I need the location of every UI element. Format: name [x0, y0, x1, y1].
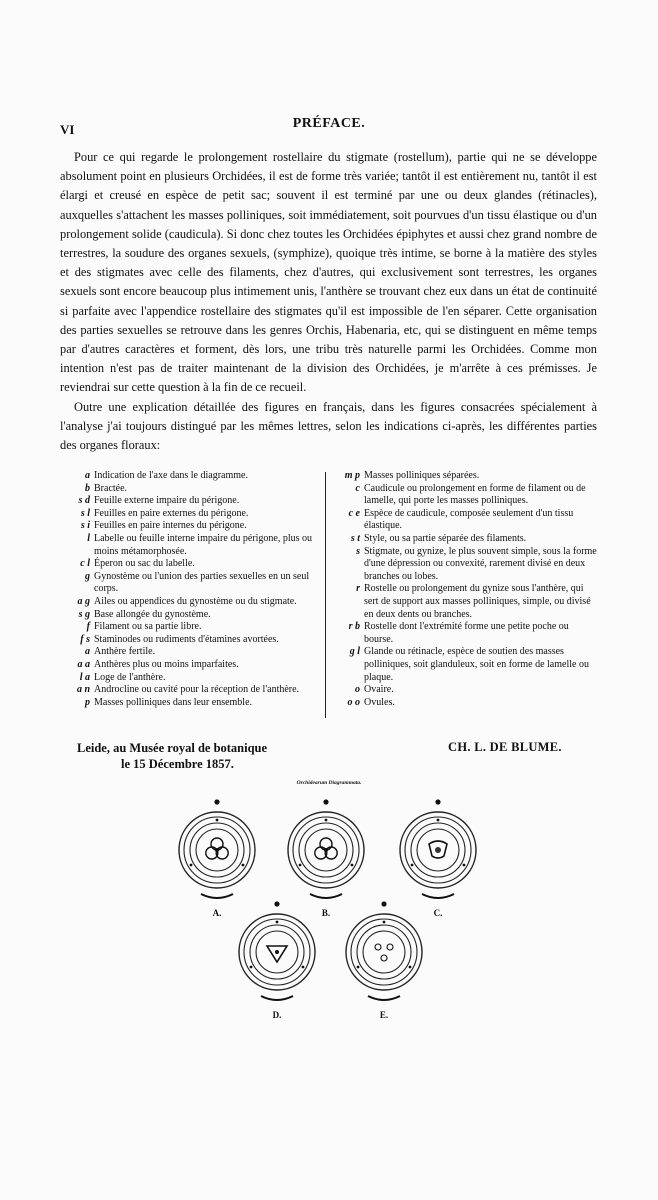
- legend-key: a: [85, 646, 90, 658]
- legend-entry: [330, 470, 598, 483]
- legend-entry: [330, 583, 598, 621]
- ring-mark: [357, 966, 360, 969]
- legend-key: g: [85, 570, 90, 582]
- ovule: [375, 944, 381, 950]
- legend-text: Bractée.: [94, 482, 128, 494]
- legend-key: o: [355, 684, 360, 696]
- legend-text: Base allongée du gynostème.: [94, 608, 211, 620]
- legend-key: s g: [78, 608, 90, 620]
- legend-key: l: [87, 532, 90, 544]
- legend-key: s t: [350, 532, 360, 544]
- diagram-label: A.: [212, 908, 222, 918]
- legend-key: a: [85, 470, 90, 481]
- diagram-label: C.: [433, 908, 443, 918]
- ring-mark: [242, 864, 245, 867]
- legend-key: r b: [348, 621, 360, 633]
- ovule: [387, 944, 393, 950]
- whorl-ring: [357, 925, 411, 979]
- legend-text: Masses polliniques dans leur ensemble.: [94, 696, 253, 708]
- legend-entry: [60, 646, 318, 659]
- ring-mark: [250, 966, 253, 969]
- legend-entry: [60, 533, 318, 558]
- legend-entry: [60, 571, 318, 596]
- legend-entry: [60, 470, 318, 483]
- paragraph: Outre une explication détaillée des figures en français, dans les figures consacrées spécialement à l'analyse j'ai toujours distingué par les mêmes lettres, selon les indications ci-après, les différentes parties des organes floraux:: [60, 399, 597, 453]
- diagram-label: B.: [321, 908, 331, 918]
- legend-text: Espèce de caudicule, composée seulement d'un tissu élastique.: [364, 507, 574, 532]
- page-title: PRÉFACE.: [292, 116, 366, 131]
- paragraph: Pour ce qui regarde le prolongement rostellaire du stigmate (rostellum), partie qui ne se développe absolument point en plusieurs Orchidées, il est de forme très variée; tantôt il est entièrement nu, tantôt il est élargi et creusé en espèce de petit sac; souvent il est terminé par une ou deux glandes (rétinacles), auxquelles s'attachent les masses polliniques, soit immédiatement, soit pourvues d'un tissu élastique ou d'un prolongement solide (caudicula). Si donc chez toutes les Orchidées épiphytes et aussi chez grand nombre de terrestres, la soudure des organes sexuels, (symphize), quoique très intime, se borne à la matière des styles et des stigmates avec celle des filaments, chez d'autres, qui exclusivement sont terrestres, les organes sexuels sont encore beaucoup plus intimement unis, l'anthère se trouvant chez eux dans un état de continuité si parfaite avec l'appendice rostellaire des stigmates qu'il est impossible de l'en séparer. Cette organisation des parties sexuelles se retrouve dans les genres Orchis, Habenaria, etc, qui se distinguent en même temps par d'autres caractères et forment, dès lors, une tribu très naturelle parmi les Orchidées. Comme mon intention n'est pas de traiter maintenant de la division des Orchidées, je m'arrête à ces prémisses. Je reviendrai sur cette question à la fin de ce recueil.: [60, 150, 597, 395]
- legend-text: Masses polliniques séparées.: [364, 470, 480, 481]
- legend-entry: [60, 508, 318, 521]
- legend-text: Androcline ou cavité pour la réception de l'anthère.: [94, 684, 300, 696]
- legend-key: o o: [347, 696, 360, 708]
- bract-arc: [368, 996, 400, 1000]
- ring-mark: [463, 864, 466, 867]
- legend-entry: [330, 508, 598, 533]
- whorl-ring: [363, 931, 405, 973]
- legend-key: a g: [77, 595, 90, 607]
- axis-dot: [435, 799, 440, 804]
- ovary-center: [275, 950, 279, 954]
- legend-entry: [330, 533, 598, 546]
- legend-key: s i: [80, 520, 90, 532]
- legend-key: m p: [344, 470, 360, 481]
- legend-entry: [60, 495, 318, 508]
- legend-entry: [60, 558, 318, 571]
- ovule: [381, 955, 387, 961]
- legend-key: g l: [349, 646, 360, 658]
- ovary-center: [324, 848, 328, 852]
- legend-column-right: [330, 470, 598, 709]
- legend-entry: [60, 520, 318, 533]
- legend-key: s: [356, 545, 360, 557]
- signature-place: Leide, au Musée royal de botanique: [77, 741, 268, 755]
- legend-text: Labelle ou feuille interne impaire du périgone, plus ou moins métamorphosée.: [94, 532, 312, 557]
- column-divider: [325, 472, 326, 718]
- legend-text: Feuille externe impaire du périgone.: [94, 495, 240, 507]
- legend-entry: [330, 684, 598, 697]
- diagram-d: [239, 901, 315, 1020]
- legend-entry: [60, 609, 318, 622]
- legend-entry: [60, 697, 318, 710]
- ring-mark: [302, 966, 305, 969]
- ring-mark: [216, 819, 219, 822]
- signature-date: le 15 Décembre 1857.: [121, 757, 234, 771]
- legend-key: s d: [78, 495, 90, 507]
- legend-text: Rostelle ou prolongement du gynize sous l'anthère, qui sert de support aux masses polliniques, simple, ou divisé en deux dents ou branches.: [364, 583, 591, 620]
- legend-text: Ovules.: [364, 696, 395, 708]
- ovary-center: [215, 848, 219, 852]
- legend-text: Caudicule ou prolongement en forme de filament ou de lamelle, qui porte les masses polliniques.: [364, 482, 586, 507]
- whorl-ring: [351, 919, 417, 985]
- legend-entry: [60, 621, 318, 634]
- legend-text: Glande ou rétinacle, espèce de soutien des masses polliniques, soit glanduleux, soit en forme de lamelle ou plaque.: [364, 646, 589, 683]
- ring-mark: [190, 864, 193, 867]
- axis-dot: [274, 901, 279, 906]
- legend-key: s l: [80, 507, 90, 519]
- legend-text: Rostelle dont l'extrémité forme une petite poche ou bourse.: [364, 621, 569, 645]
- diagram-a: [179, 799, 255, 918]
- diagram-b: [288, 799, 364, 918]
- legend-text: Feuilles en paire internes du périgone.: [94, 520, 247, 532]
- legend-key: a n: [76, 684, 90, 696]
- legend-text: Éperon ou sac du labelle.: [94, 558, 195, 570]
- legend-key: c e: [348, 507, 360, 519]
- legend-entry: [330, 621, 598, 646]
- legend-key: f: [86, 621, 90, 633]
- legend-entry: [330, 546, 598, 584]
- bract-arc: [201, 894, 233, 898]
- legend-key: p: [85, 696, 90, 708]
- legend-entry: [60, 596, 318, 609]
- legend-text: Staminodes ou rudiments d'étamines avortées.: [94, 633, 279, 645]
- ring-mark: [411, 864, 414, 867]
- page-number: VI: [60, 122, 75, 137]
- legend-key: a a: [77, 658, 90, 670]
- legend-entry: [330, 697, 598, 710]
- legend-text: Ovaire.: [364, 684, 394, 696]
- bract-arc: [261, 996, 293, 1000]
- legend-text: Stigmate, ou gynize, le plus souvent simple, sous la forme d'une dépression ou convexité, rarement divisé en deux branches ou lobes.: [364, 545, 597, 582]
- legend-entry: [60, 684, 318, 697]
- legend-text: Ailes ou appendices du gynostème ou du stigmate.: [94, 595, 297, 607]
- legend-column-left: [60, 470, 318, 709]
- signature-place-date: [77, 740, 267, 772]
- ring-mark: [276, 921, 279, 924]
- legend-text: Filament ou sa partie libre.: [94, 621, 202, 633]
- diagram-label: E.: [379, 1010, 389, 1020]
- bract-arc: [310, 894, 342, 898]
- legend-text: Style, ou sa partie séparée des filaments.: [364, 532, 527, 544]
- diagram-title: Orchidearum Diagrammata.: [296, 780, 362, 786]
- legend-key: b: [85, 482, 90, 494]
- body-text: [60, 148, 597, 455]
- ring-mark: [325, 819, 328, 822]
- axis-dot: [381, 901, 386, 906]
- legend-key: c: [355, 482, 360, 494]
- legend-text: Indication de l'axe dans le diagramme.: [94, 470, 248, 481]
- axis-dot: [214, 799, 219, 804]
- legend-entry: [330, 646, 598, 684]
- legend-entry: [330, 483, 598, 508]
- legend-entry: [60, 483, 318, 496]
- bract-arc: [422, 894, 454, 898]
- ring-mark: [351, 864, 354, 867]
- legend-text: Anthère fertile.: [94, 646, 156, 658]
- ring-mark: [409, 966, 412, 969]
- axis-dot: [323, 799, 328, 804]
- legend-text: Gynostème ou l'union des parties sexuelles en un seul corps.: [94, 570, 310, 595]
- legend-entry: [60, 672, 318, 685]
- diagram-c: [400, 799, 476, 918]
- ring-mark: [299, 864, 302, 867]
- legend-text: Anthères plus ou moins imparfaites.: [94, 658, 239, 670]
- ring-mark: [437, 819, 440, 822]
- ovary-center: [435, 847, 441, 853]
- legend-key: l a: [79, 671, 90, 683]
- legend-entry: [60, 634, 318, 647]
- orchid-diagrams: [0, 790, 658, 1030]
- legend-key: f s: [80, 633, 90, 645]
- legend-text: Feuilles en paire externes du périgone.: [94, 507, 249, 519]
- diagram-e: [346, 901, 422, 1020]
- signature-author: CH. L. DE BLUME.: [448, 740, 562, 754]
- legend-entry: [60, 659, 318, 672]
- legend-key: r: [356, 583, 360, 595]
- legend-key: c l: [80, 558, 90, 570]
- diagram-label: D.: [272, 1010, 282, 1020]
- legend-text: Loge de l'anthère.: [94, 671, 166, 683]
- ring-mark: [383, 921, 386, 924]
